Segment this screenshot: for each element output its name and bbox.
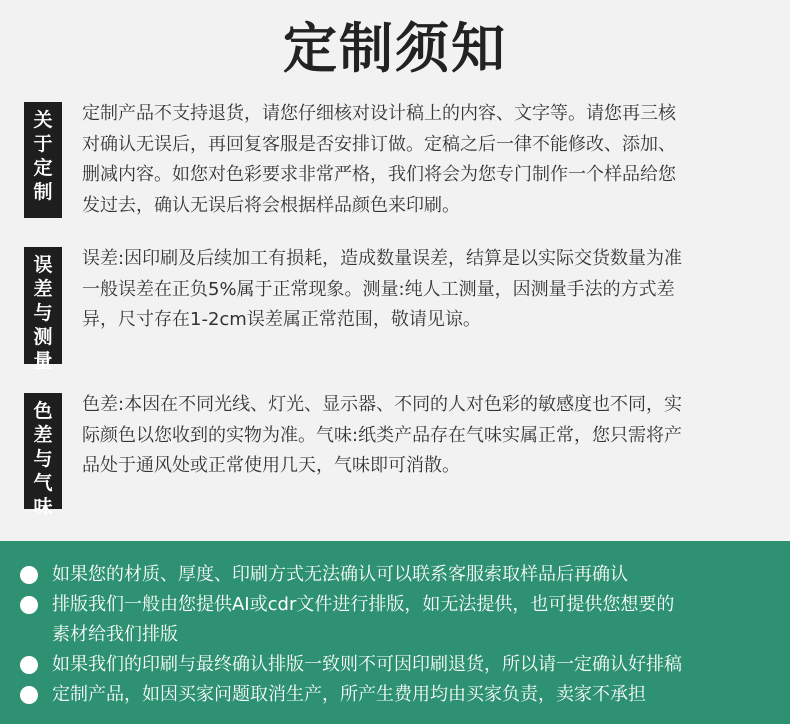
section-text-error-measurement	[82, 244, 782, 336]
bullet-dot-icon	[20, 596, 38, 614]
note-text: 如果我们的印刷与最终确认排版一致则不可因印刷退货，所以请一定确认好排稿	[52, 654, 682, 675]
text-line: 对确认无误后，再回复客服是否安排订做。定稿之后一律不能修改、添加、	[82, 133, 676, 155]
text-line: 色差:本因在不同光线、灯光、显示器、不同的人对色彩的敏感度也不同，实	[82, 394, 683, 415]
note-item	[0, 650, 790, 680]
label-char: 差	[33, 424, 53, 446]
note-text: 定制产品，如因买家问题取消生产，所产生费用均由买家负责，卖家不承担	[52, 684, 646, 705]
text-line: 发过去，确认无误后将会根据样品颜色来印刷。	[82, 194, 460, 216]
text-line: 一般误差在正负5%属于正常现象。测量:纯人工测量，因测量手法的方式差	[82, 278, 675, 300]
section-text-color-odor	[82, 390, 782, 482]
text-line: 定制产品不支持退货，请您仔细核对设计稿上的内容、文字等。请您再三核	[82, 103, 676, 124]
bullet-dot-icon	[20, 566, 38, 584]
bullet-dot-icon	[20, 656, 38, 674]
section-label-color-odor	[24, 393, 62, 518]
label-char: 与	[33, 302, 53, 324]
label-char: 色	[33, 400, 53, 422]
note-item	[0, 680, 790, 710]
label-char: 气	[33, 472, 53, 494]
note-text: 素材给我们排版	[52, 624, 178, 645]
note-text: 排版我们一般由您提供AI或cdr文件进行排版，如无法提供，也可提供您想要的	[52, 594, 675, 615]
label-char: 量	[33, 350, 53, 372]
text-line: 误差:因印刷及后续加工有损耗，造成数量误差，结算是以实际交货数量为准	[82, 248, 683, 269]
bullet-dot-icon	[20, 686, 38, 704]
label-char: 与	[33, 448, 53, 470]
text-line: 删减内容。如您对色彩要求非常严格，我们将会为您专门制作一个样品给您	[82, 164, 676, 185]
page-title: 定制须知	[283, 16, 507, 80]
label-char: 误	[33, 254, 53, 276]
notes-panel	[0, 541, 790, 724]
note-item	[0, 560, 790, 590]
section-label-error-measurement	[24, 247, 62, 372]
note-item	[0, 590, 790, 620]
label-char: 于	[33, 133, 53, 155]
label-char: 制	[33, 181, 53, 203]
label-char: 定	[33, 157, 53, 179]
section-label-customization	[24, 102, 62, 218]
note-item-continuation	[0, 620, 790, 650]
text-line: 际颜色以您收到的实物为准。气味:纸类产品存在气味实属正常，您只需将产	[82, 424, 683, 446]
label-char: 味	[33, 496, 53, 518]
label-char: 关	[33, 109, 53, 131]
label-char: 测	[33, 326, 53, 348]
text-line: 品处于通风处或正常使用几天，气味即可消散。	[82, 455, 460, 476]
text-line: 异，尺寸存在1-2cm误差属正常范围，敬请见谅。	[82, 309, 481, 330]
note-text: 如果您的材质、厚度、印刷方式无法确认可以联系客服索取样品后再确认	[52, 564, 628, 585]
label-char: 差	[33, 278, 53, 300]
section-text-customization	[82, 99, 782, 221]
